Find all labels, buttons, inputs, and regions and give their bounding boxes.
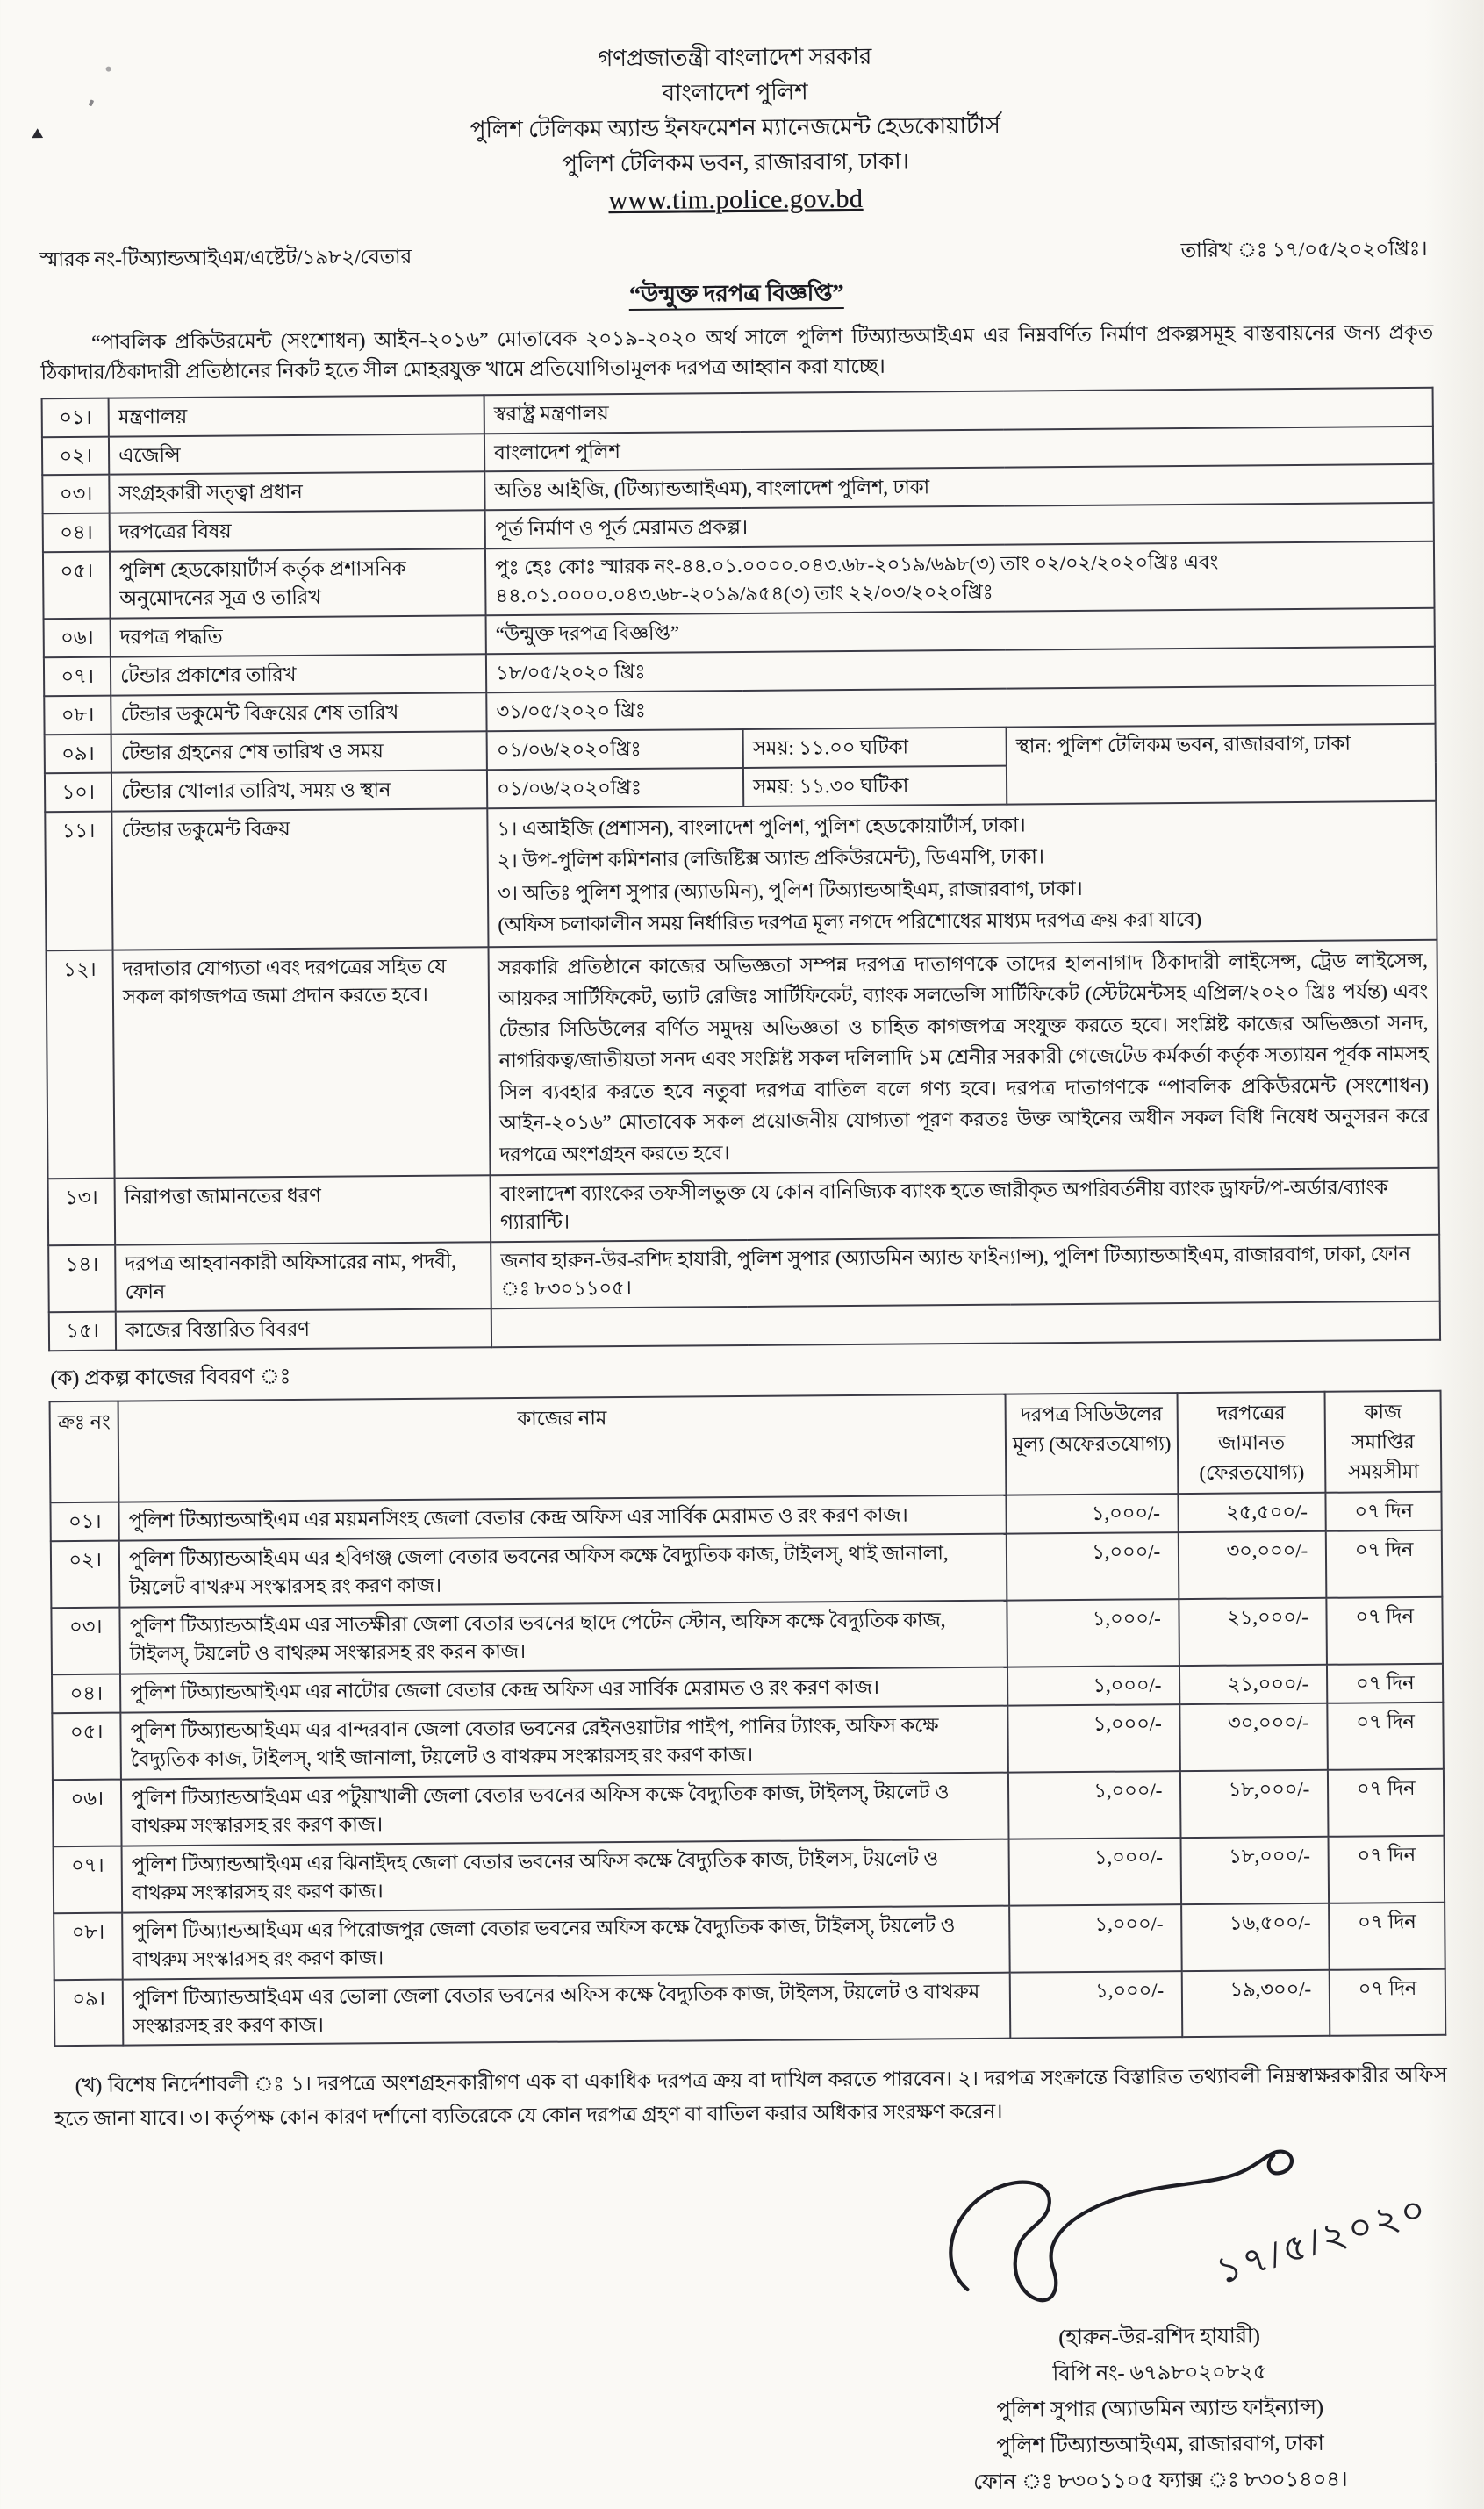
header-address-line: পুলিশ টেলিকম ভবন, রাজারবাগ, ঢাকা।: [562, 148, 909, 177]
schedule-price: ১,০০০/-: [1009, 1838, 1182, 1905]
table-row: [48, 1235, 1440, 1312]
row-label: টেন্ডার ডকুমেন্ট বিক্রয়: [111, 808, 488, 950]
row-serial: ১০।: [45, 773, 111, 813]
schedule-price: ১,০০০/-: [1008, 1771, 1181, 1839]
schedule-price: ১,০০০/-: [1007, 1666, 1179, 1705]
schedule-price: ১,০০০/-: [1010, 1971, 1183, 2039]
row-label: দরপত্রের বিষয়: [110, 511, 485, 552]
table-row: [43, 541, 1435, 619]
sale-point-line: ১। এআইজি (প্রশাসন), বাংলাদেশ পুলিশ, পুলিশ হেডকোয়ার্টার্স, ঢাকা।: [497, 814, 1026, 841]
schedule-price: ১,০০০/-: [1007, 1704, 1180, 1772]
work-name: পুলিশ টিঅ্যান্ডআইএম এর সাতক্ষীরা জেলা বেতার ভবনের ছাদে পেটেন স্টোন, অফিস কক্ষে বৈদ্যুতিক কাজ, টাইলস্, টয়লেট ও বাথরুম সংস্কারসহ রং করন কাজ।: [119, 1601, 1007, 1674]
schedule-price: ১,০০০/-: [1006, 1495, 1178, 1534]
completion-time: ০৭ দিন: [1326, 1530, 1443, 1598]
row-value: সরকারি প্রতিষ্ঠানে কাজের অভিজ্ঞতা সম্পন্ন দরপত্র দাতাগণকে তাদের হালনাগাদ ঠিকাদারী লাইসেন্স, ট্রেড লাইসেন্স, আয়কর সার্টিফিকেট, ভ্যাট রেজিঃ সার্টিফিকেট, ব্যাংক সলভেন্সি সার্টিফিকেট (স্টেটমেন্টসহ এপ্রিল/২০২০ খ্রিঃ পর্যন্ত) এবং টেন্ডার সিডিউলের বর্ণিত সমুদয় অভিজ্ঞতা ও চাহিত কাগজপত্র সংযুক্ত করতে হবে। সংশ্লিষ্ট কাজের অভিজ্ঞতা সনদ, নাগরিকত্ব/জাতীয়তা সনদ এবং সংশ্লিষ্ট সকল দলিলাদি ১ম শ্রেনীর সরকারী গেজেটেড কর্মকর্তা কর্তৃক সত্যায়ন পূর্বক নামসহ সিল ব্যবহার করতে হবে নতুবা দরপত্র বাতিল বলে গণ্য হবে। দরপত্র দাতাগণকে “পাবলিক প্রকিউরমেন্ট (সংশোধন) আইন-২০১৬” মোতাবেক সকল প্রয়োজনীয় যোগ্যতা পূরণ করতঃ উক্ত আইনের অধীন সকল বিধি নিষেধ অনুসরন করে দরপত্রে অংশগ্রহন করতে হবে।: [489, 939, 1439, 1175]
memo-date: তারিখ ঃ ১৭/০৫/২০২০খ্রিঃ।: [1180, 237, 1428, 262]
work-serial: ০৭।: [54, 1846, 123, 1912]
table-row: [51, 1530, 1443, 1608]
row-label: দরদাতার যোগ্যতা এবং দরপত্রের সহিত যে সকল কাগজপত্র জমা প্রদান করতে হবে।: [113, 947, 491, 1179]
work-serial: ০২।: [51, 1541, 120, 1608]
row-label: দরপত্র আহবানকারী অফিসারের নাম, পদবী, ফোন: [115, 1243, 491, 1312]
work-name: পুলিশ টিঅ্যান্ডআইএম এর ভোলা জেলা বেতার ভবনের অফিস কক্ষে বৈদ্যুতিক কাজ, টাইলস, টয়লেট ও বাথরুম সংস্কারসহ রং করণ কাজ।: [123, 1972, 1011, 2046]
col-duration-header: কাজ সমাপ্তির সময়সীমা: [1325, 1391, 1442, 1493]
row-label: টেন্ডার খোলার তারিখ, সময় ও স্থান: [111, 770, 487, 811]
document-sale-points: [487, 801, 1437, 947]
row-serial: ১৪।: [48, 1245, 116, 1312]
tender-deposit: ৩০,০০০/-: [1179, 1531, 1327, 1599]
table-row: [51, 1597, 1443, 1674]
tender-deposit: ১৬,৫০০/-: [1181, 1903, 1330, 1970]
row-serial: ০৫।: [43, 552, 111, 619]
tender-deposit: ২৫,৫০০/-: [1178, 1493, 1325, 1532]
work-serial: ০৪।: [52, 1674, 120, 1714]
table-row: [54, 1902, 1445, 1979]
memo-number: স্মারক নং-টিঅ্যান্ডআইএম/এষ্টেট/১৯৮২/বেতার: [39, 245, 412, 271]
row-serial: ০৭।: [44, 657, 111, 697]
row-label: এজেন্সি: [109, 434, 484, 475]
row-value: অতিঃ আইজি, (টিঅ্যান্ডআইএম), বাংলাদেশ পুলিশ, ঢাকা: [484, 464, 1433, 510]
signer-contact: ফোন ঃ ৮৩০১১০৫ ফ্যাক্স ঃ ৮৩০১৪০৪।: [973, 2468, 1348, 2494]
col-deposit-header: দরপত্রের জামানত (ফেরতযোগ্য): [1178, 1392, 1326, 1495]
row-serial: ১২।: [47, 950, 115, 1179]
row-value: [491, 1301, 1440, 1347]
table-row: [52, 1703, 1444, 1780]
section-a-label: (ক) প্রকল্প কাজের বিবরণ ঃ: [50, 1366, 291, 1391]
row-label: টেন্ডার প্রকাশের তারিখ: [111, 654, 486, 695]
work-serial: ০৮।: [54, 1912, 123, 1979]
work-name: পুলিশ টিঅ্যান্ডআইএম এর ময়মনসিংহ জেলা বেতার কেন্দ্র অফিস এর সার্বিক মেরামত ও রং করণ কাজ।: [118, 1495, 1006, 1541]
signer-designation: পুলিশ সুপার (অ্যাডমিন অ্যান্ড ফাইন্যান্স): [996, 2396, 1323, 2422]
work-name: পুলিশ টিঅ্যান্ডআইএম এর পটুয়াখালী জেলা বেতার ভবনের অফিস কক্ষে বৈদ্যুতিক কাজ, টাইলস্, টয়লেট ও বাথরুম সংস্কারসহ রং করণ কাজ।: [121, 1773, 1009, 1846]
header-department-line: পুলিশ টেলিকম অ্যান্ড ইনফমেশন ম্যানেজমেন্ট হেডকোয়ার্টার্স: [470, 112, 1000, 143]
row-label: পুলিশ হেডকোয়ার্টার্স কর্তৃক প্রশাসনিক অনুমোদনের সূত্র ও তারিখ: [110, 549, 486, 619]
signature-area: [868, 2133, 1449, 2322]
table-row: [54, 1836, 1445, 1913]
row-serial: ০৮।: [44, 696, 111, 735]
tender-receive-time: সময়: ১১.০০ ঘটিকা: [743, 728, 1007, 768]
notice-title: “উন্মুক্ত দরপত্র বিজ্ঞপ্তি”: [40, 272, 1433, 315]
row-label: সংগ্রহকারী সত্ত্বা প্রধান: [109, 472, 484, 513]
row-label: মন্ত্রণালয়: [109, 395, 484, 436]
document-header: [38, 35, 1432, 225]
special-instructions: (খ) বিশেষ নির্দেশাবলী ঃ ১। দরপত্রে অংশগ্রহনকারীগণ এক বা একাধিক দরপত্র ক্রয় বা দাখিল করতে পারবেন। ২। দরপত্র সংক্রান্তে বিস্তারিত তথ্যাবলী নিম্নস্বাক্ষরকারীর অফিস হতে জানা যাবে। ৩। কর্তৃপক্ষ কোন কারণ দর্শানো ব্যতিরেকে যে কোন দরপত্র গ্রহণ বা বাতিল করার অধিকার সংরক্ষণ করেন।: [54, 2064, 1447, 2130]
completion-time: ০৭ দিন: [1328, 1769, 1445, 1837]
row-serial: ০১।: [42, 398, 109, 437]
sale-point-line: ৩। অতিঃ পুলিশ সুপার (অ্যাডমিন), পুলিশ টিঅ্যান্ডআইএম, রাজারবাগ, ঢাকা।: [497, 877, 1083, 904]
signer-name: (হারুন-উর-রশিদ হাযারী): [1058, 2325, 1260, 2350]
tender-deposit: ১৮,০০০/-: [1181, 1837, 1330, 1904]
completion-time: ০৭ দিন: [1327, 1703, 1444, 1770]
row-serial: ০৬।: [44, 619, 111, 658]
tender-open-time: সময়: ১১.৩০ ঘটিকা: [743, 766, 1007, 806]
tender-deposit: ২১,০০০/-: [1179, 1665, 1327, 1704]
completion-time: ০৭ দিন: [1325, 1492, 1441, 1531]
col-work-name-header: কাজের নাম: [118, 1394, 1007, 1502]
work-serial: ০১।: [50, 1502, 118, 1542]
signer-details: [870, 2318, 1451, 2502]
tender-receive-date: ০১/০৬/২০২০খ্রিঃ: [487, 729, 743, 770]
table-row: [47, 939, 1439, 1179]
row-value: স্বরাষ্ট্র মন্ত্রণালয়: [484, 387, 1433, 433]
sale-point-line: ২। উপ-পুলিশ কমিশনার (লজিষ্টিক্স অ্যান্ড প্রকিউরমেন্ট), ডিএমপি, ঢাকা।: [497, 845, 1044, 872]
work-serial: ০৩।: [51, 1608, 120, 1674]
completion-time: ০৭ দিন: [1329, 1902, 1445, 1969]
work-name: পুলিশ টিঅ্যান্ডআইএম এর বান্দরবান জেলা বেতার ভবনের রেইনওয়াটার পাইপ, পানির ট্যাংক, অফিস কক্ষে বৈদ্যুতিক কাজ, টাইলস্, থাই জানালা, টয়লেট ও বাথরুম সংস্কারসহ রং করণ কাজ।: [120, 1706, 1008, 1780]
completion-time: ০৭ দিন: [1327, 1664, 1443, 1703]
row-label: কাজের বিস্তারিত বিবরণ: [116, 1308, 491, 1350]
tender-deposit: ১৮,০০০/-: [1180, 1770, 1329, 1838]
work-name: পুলিশ টিঅ্যান্ডআইএম এর ঝিনাইদহ জেলা বেতার ভবনের অফিস কক্ষে বৈদ্যুতিক কাজ, টাইলস, টয়লেট ও বাথরুম সংস্কারসহ রং করণ কাজ।: [122, 1839, 1010, 1912]
row-serial: ০৩।: [42, 475, 109, 514]
work-serial: ০৬।: [53, 1780, 122, 1846]
header-government-line: গণপ্রজাতন্ত্রী বাংলাদেশ সরকার: [597, 43, 872, 72]
work-name: পুলিশ টিঅ্যান্ডআইএম এর হবিগঞ্জ জেলা বেতার ভবনের অফিস কক্ষে বৈদ্যুতিক কাজ, টাইলস্, থাই জানালা, টয়লেট বাথরুম সংস্কারসহ রং করণ কাজ।: [119, 1534, 1007, 1608]
signer-office: পুলিশ টিঅ্যান্ডআইএম, রাজারবাগ, ঢাকা: [996, 2432, 1324, 2458]
row-value: “উন্মুক্ত দরপত্র বিজ্ঞপ্তি”: [486, 608, 1435, 654]
table-row: [48, 1168, 1440, 1245]
completion-time: ০৭ দিন: [1330, 1968, 1446, 2036]
website-link: www.tim.police.gov.bd: [608, 183, 864, 216]
signer-bp-number: বিপি নং- ৬৭৯৮০২০৮২৫: [1052, 2361, 1267, 2386]
header-organization-line: বাংলাদেশ পুলিশ: [662, 79, 808, 106]
row-value: বাংলাদেশ পুলিশ: [484, 426, 1433, 471]
row-serial: ০৯।: [45, 735, 111, 774]
row-label: টেন্ডার ডকুমেন্ট বিক্রয়ের শেষ তারিখ: [111, 692, 486, 734]
table-row: [45, 801, 1437, 950]
row-label: দরপত্র পদ্ধতি: [111, 615, 486, 656]
col-serial-header: ক্রঃ নং: [50, 1401, 119, 1503]
table-row: [54, 1968, 1446, 2046]
work-serial: ০৫।: [52, 1713, 121, 1780]
schedule-price: ১,০০০/-: [1007, 1533, 1179, 1601]
ink-speck: [106, 67, 111, 72]
row-serial: ১১।: [45, 812, 112, 950]
completion-time: ০৭ দিন: [1326, 1597, 1443, 1665]
completion-time: ০৭ দিন: [1328, 1836, 1445, 1903]
table-row: [53, 1769, 1445, 1846]
row-serial: ০৪।: [43, 513, 110, 553]
schedule-price: ১,০০০/-: [1009, 1904, 1182, 1972]
row-serial: ১৩।: [48, 1179, 116, 1245]
row-value: পুঃ হেঃ কোঃ স্মারক নং-৪৪.০১.০০০০.০৪৩.৬৮-২০১৯/৬৯৮(৩) তাং ০২/০২/২০২০খ্রিঃ এবং ৪৪.০১.০০০০.০৪৩.৬৮-২০১৯/৯৫৪(৩) তাং ২২/০৩/২০২০খ্রিঃ: [485, 541, 1435, 615]
row-serial: ১৫।: [49, 1312, 116, 1351]
row-value: বাংলাদেশ ব্যাংকের তফসীলভুক্ত যে কোন বানিজ্যিক ব্যাংক হতে জারীকৃত অপরিবর্তনীয় ব্যাংক ড্রাফট/প-অর্ডার/ব্যাংক গ্যারান্টি।: [491, 1168, 1440, 1242]
tender-deposit: ১৯,৩০০/-: [1182, 1969, 1330, 2037]
row-value: পূর্ত নির্মাণ ও পূর্ত মেরামত প্রকল্প।: [485, 503, 1434, 548]
col-schedule-price-header: দরপত্র সিডিউলের মূল্য (অফেরতযোগ্য): [1006, 1393, 1179, 1495]
row-serial: ০২।: [42, 436, 109, 476]
tender-deposit: ২১,০০০/-: [1179, 1598, 1327, 1666]
row-value: জনাব হারুন-উর-রশিদ হাযারী, পুলিশ সুপার (অ্যাডমিন অ্যান্ড ফাইন্যান্স), পুলিশ টিঅ্যান্ডআইএম, রাজারবাগ, ঢাকা, ফোন ঃ ৮৩০১১০৫।: [491, 1235, 1440, 1308]
work-name: পুলিশ টিঅ্যান্ডআইএম এর পিরোজপুর জেলা বেতার ভবনের অফিস কক্ষে বৈদ্যুতিক কাজ, টাইলস্, টয়লেট ও বাথরুম সংস্কারসহ রং করণ কাজ।: [122, 1905, 1010, 1979]
sale-point-note: (অফিস চলাকালীন সময় নির্ধারিত দরপত্র মূল্য নগদে পরিশোধের মাধ্যম দরপত্র ক্রয় করা যাবে): [498, 908, 1201, 936]
tender-info-table: [41, 386, 1441, 1351]
row-value: ১৮/০৫/২০২০ খ্রিঃ: [486, 647, 1435, 692]
tender-open-date: ০১/০৬/২০২০খ্রিঃ: [487, 768, 743, 808]
work-name: পুলিশ টিঅ্যান্ডআইএম এর নাটোর জেলা বেতার কেন্দ্র অফিস এর সার্বিক মেরামত ও রং করণ কাজ।: [120, 1667, 1007, 1713]
signature-block: [868, 2133, 1450, 2502]
handwritten-date: ১৭/৫/২০২০: [1211, 2188, 1434, 2293]
work-serial: ০৯।: [54, 1979, 124, 2046]
table-header-row: [50, 1391, 1442, 1503]
project-works-table: [49, 1390, 1447, 2047]
memo-row: [39, 235, 1432, 275]
intro-paragraph: “পাবলিক প্রকিউরমেন্ট (সংশোধন) আইন-২০১৬” মোতাবেক ২০১৯-২০২০ অর্থ সালে পুলিশ টিঅ্যান্ডআইএম এর নিম্নবর্ণিত নির্মাণ প্রকল্পসমূহ বাস্তবায়নের জন্য প্রকৃত ঠিকাদার/ঠিকাদারী প্রতিষ্ঠানের নিকট হতে সীল মোহরযুক্ত খামে প্রতিযোগিতামূলক দরপত্র আহ্বান করা যাচ্ছে।: [40, 320, 1434, 384]
row-label: টেন্ডার গ্রহনের শেষ তারিখ ও সময়: [111, 731, 487, 772]
schedule-price: ১,০০০/-: [1007, 1599, 1179, 1667]
tender-deposit: ৩০,০০০/-: [1179, 1703, 1328, 1771]
row-value: ৩১/০৫/২০২০ খ্রিঃ: [486, 685, 1435, 731]
row-label: নিরাপত্তা জামানতের ধরণ: [115, 1176, 491, 1245]
tender-place: স্থান: পুলিশ টেলিকম ভবন, রাজারবাগ, ঢাকা: [1007, 724, 1437, 805]
